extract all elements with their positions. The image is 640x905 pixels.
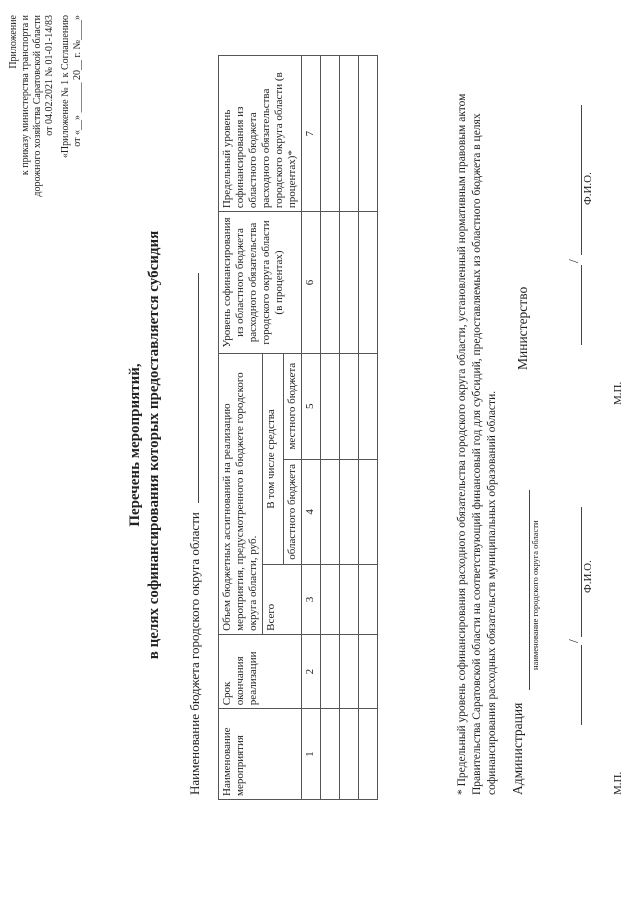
ministry-stamp-place: М.П. [612,381,624,405]
column-number: 6 [302,212,321,354]
approval-line-4: от 04.02.2021 № 01-01-14/83 [44,15,55,136]
administration-label: Администрация [510,702,525,795]
column-number: 7 [302,56,321,212]
table-row [359,56,378,800]
ministry-signature-line [580,265,582,345]
approval-stamp [8,15,56,205]
admin-signature-line [580,645,582,725]
agreement-reference [60,15,84,215]
budget-label: Наименование бюджета городского округа области [187,512,202,795]
column-numbers-row [302,56,321,800]
agreement-line-2: от «__» ______ 20__ г. №____» [72,15,83,147]
column-number: 5 [302,353,321,459]
ministry-fio: Ф.И.О. [582,172,594,205]
header-including: В том числе средства [263,353,284,564]
header-name: Наименование мероприятия [219,709,302,800]
header-volume: Объем бюджетных ассигнований на реализацию мероприятия, предусмотренного в бюджете городского округа области, руб. [219,353,263,634]
header-max-level: Предельный уровень софинансирования из областного бюджета расходного обязательства городского округа области (в процентах)* [219,56,302,212]
table-row [321,56,340,800]
approval-line-3: дорожного хозяйства Саратовской области [32,15,43,197]
agreement-line-1: «Приложение № 1 к Соглашению [60,15,71,159]
footnote: * Предельный уровень софинансирования расходного обязательства городского округа области, установленный нормативным правовым актом Правительства Саратовской области на соответствующий финансовый год для субсидий, предоставляемых из областного бюджета в целях софинансирования расходных обязательств муниципальных образований области. [456,93,498,795]
header-term: Срок окончания реализации [219,634,302,708]
title-line-1: Перечень мероприятий, [127,363,143,527]
title-line-2: в целях софинансирования которых предоставляется субсидия [146,230,162,660]
budget-name-row [186,273,203,795]
column-number: 4 [302,459,321,565]
admin-stamp-place: М.П. [612,771,624,795]
approval-line-1: Приложение [8,15,19,69]
approval-line-2: к приказу министерства транспорта и [20,15,31,176]
measures-table [218,55,378,800]
document-page: Приложение к приказу министерства транспорта и дорожного хозяйства Саратовской области от 04.02.2021 № 01-01-14/83 «Приложение № 1 к Соглашению от «__» ______ 20__ г. №____» Перечень мероприятий, в целях софинансирования которых предоставляется субсидия Наименование бюджета городского округа области Наименование мероприятия Срок окончания реализации Объем бюджетных ассигнований на реализацию мероприятия, предусмотренного в бюджете городского округа области, руб. Уровень софинансирования из областного бюджета расходного обязательства городского округа области (в процентах) Предельный уровень софинансирования из областного бюджета расходного обязательства городского округа области (в процентах)* Всего В том числе средства областного бюджета местного бюджета 1 2 3 4 5 6 7 * Предельный уровень софинансирования расходного обязательства городского округа области, установленный нормативным правовым актом Правительства Саратовской области на соответствующий финансовый год для субсидий, предоставляемых из областного бюджета в целях софинансирования расходных обязательств муниципальных образований области. Администрация наименование городского округа области / Ф.И.О. М.П. Министерство / Ф.И.О. М.П. [0,0,640,905]
header-level: Уровень софинансирования из областного бюджета расходного обязательства городского округа области (в процентах) [219,212,302,354]
header-total: Всего [263,565,302,635]
column-number: 3 [302,565,321,635]
administration-caption: наименование городского округа области [530,520,540,670]
budget-name-line [186,273,199,503]
column-number: 2 [302,634,321,708]
column-number: 1 [302,709,321,800]
document-title [126,65,164,825]
header-local-budget: местного бюджета [284,353,302,459]
table-row [340,56,359,800]
ministry-label: Министерство [515,286,530,370]
header-regional-budget: областного бюджета [284,459,302,565]
admin-fio: Ф.И.О. [582,560,594,593]
